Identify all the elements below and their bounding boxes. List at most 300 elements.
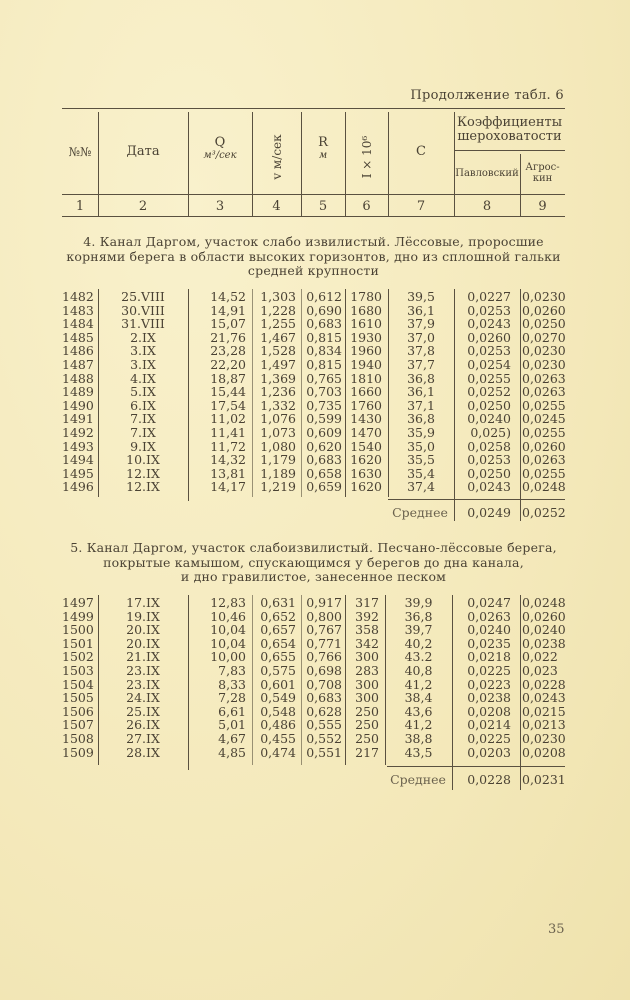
cell-radius: 0,683 xyxy=(306,452,342,468)
cell-chezy: 43,5 xyxy=(404,744,433,760)
cell-pavlovsky: 0,0208 xyxy=(467,703,511,719)
cell-agroskin: 0,022 xyxy=(522,649,558,665)
cell-velocity: 0,655 xyxy=(260,649,296,665)
cell-radius: 0,659 xyxy=(306,479,342,495)
cell-slope: 1470 xyxy=(350,424,382,440)
cell-radius: 0,765 xyxy=(306,370,342,386)
cell-date: 25.IX xyxy=(126,703,160,719)
cell-number: 1496 xyxy=(62,479,94,495)
table-row xyxy=(0,705,630,719)
cell-slope: 1660 xyxy=(350,384,382,400)
cell-pavlovsky: 0,0250 xyxy=(467,465,511,481)
cell-radius: 0,628 xyxy=(306,703,342,719)
cell-pavlovsky: 0,0250 xyxy=(467,397,511,413)
cell-radius: 0,551 xyxy=(306,744,342,760)
cell-number: 1499 xyxy=(62,608,94,624)
cell-slope: 300 xyxy=(355,690,379,706)
cell-pavlovsky: 0,0255 xyxy=(467,370,511,386)
cell-slope: 358 xyxy=(355,622,379,638)
table-row xyxy=(0,596,630,610)
cell-discharge: 4,67 xyxy=(218,730,246,746)
cell-slope: 300 xyxy=(355,676,379,692)
cell-discharge: 22,20 xyxy=(210,356,246,372)
cell-date: 27.IX xyxy=(126,730,160,746)
cell-date: 20.IX xyxy=(126,622,160,638)
header-discharge-unit: м³/сек xyxy=(203,150,237,161)
cell-chezy: 36,1 xyxy=(407,384,435,400)
cell-agroskin: 0,0243 xyxy=(522,690,566,706)
cell-chezy: 37,7 xyxy=(407,356,435,372)
cell-chezy: 40,8 xyxy=(404,662,433,678)
cell-radius: 0,703 xyxy=(306,384,342,400)
cell-number: 1509 xyxy=(62,744,94,760)
table-row xyxy=(0,317,630,331)
cell-discharge: 12,83 xyxy=(210,595,246,610)
cell-velocity: 1,073 xyxy=(260,424,296,440)
cell-date: 17.IX xyxy=(126,595,160,610)
cell-chezy: 36,8 xyxy=(407,370,435,386)
cell-chezy: 37,1 xyxy=(407,397,435,413)
cell-number: 1484 xyxy=(62,316,94,332)
table-row xyxy=(0,664,630,678)
cell-agroskin: 0,023 xyxy=(522,662,558,678)
cell-pavlovsky: 0,0223 xyxy=(467,676,511,692)
cell-agroskin: 0,0260 xyxy=(522,302,566,318)
cell-agroskin: 0,0208 xyxy=(522,744,566,760)
average-agroskin: 0,0231 xyxy=(522,772,566,787)
table-row xyxy=(0,637,630,651)
cell-date: 12.IX xyxy=(126,465,160,481)
cell-velocity: 1,497 xyxy=(260,356,296,372)
cell-discharge: 14,32 xyxy=(210,452,246,468)
cell-agroskin: 0,0230 xyxy=(522,289,566,304)
cell-radius: 0,767 xyxy=(306,622,342,638)
column-number: 1 xyxy=(75,199,85,214)
cell-date: 30.VIII xyxy=(121,302,165,318)
cell-pavlovsky: 0,0253 xyxy=(467,302,511,318)
cell-date: 3.IX xyxy=(130,356,156,372)
header-radius-unit: м xyxy=(318,150,328,161)
cell-discharge: 14,91 xyxy=(210,302,246,318)
cell-discharge: 8,33 xyxy=(218,676,246,692)
table-row xyxy=(0,331,630,345)
table-row xyxy=(0,610,630,624)
cell-radius: 0,917 xyxy=(306,595,342,610)
cell-discharge: 11,02 xyxy=(210,411,246,427)
cell-agroskin: 0,0238 xyxy=(522,635,566,651)
header-discharge-symbol: Q xyxy=(214,135,226,150)
header-number: №№ xyxy=(68,145,92,159)
cell-radius: 0,735 xyxy=(306,397,342,413)
cell-discharge: 14,52 xyxy=(210,289,246,304)
column-number: 9 xyxy=(538,199,547,214)
cell-velocity: 0,474 xyxy=(260,744,296,760)
cell-pavlovsky: 0,0252 xyxy=(467,384,511,400)
cell-agroskin: 0,0255 xyxy=(522,424,566,440)
header-agroskin xyxy=(520,162,565,184)
table-row xyxy=(0,344,630,358)
cell-pavlovsky: 0,0240 xyxy=(467,622,511,638)
header-pavlovsky: Павловский xyxy=(455,168,519,179)
cell-agroskin: 0,0263 xyxy=(522,452,566,468)
column-numbers-rule xyxy=(62,216,565,217)
cell-radius: 0,620 xyxy=(306,438,342,454)
cell-agroskin: 0,0248 xyxy=(522,595,566,610)
cell-pavlovsky: 0,0263 xyxy=(467,608,511,624)
cell-radius: 0,771 xyxy=(306,635,342,651)
table-row xyxy=(0,372,630,386)
cell-radius: 0,815 xyxy=(306,329,342,345)
cell-radius: 0,766 xyxy=(306,649,342,665)
cell-pavlovsky: 0,0253 xyxy=(467,452,511,468)
cell-number: 1501 xyxy=(62,635,94,651)
cell-radius: 0,834 xyxy=(306,343,342,359)
cell-pavlovsky: 0,0227 xyxy=(467,289,511,304)
cell-date: 9.IX xyxy=(130,438,156,454)
average-label: Среднее xyxy=(390,772,446,787)
cell-radius: 0,683 xyxy=(306,316,342,332)
cell-discharge: 14,17 xyxy=(210,479,246,495)
cell-radius: 0,612 xyxy=(306,289,342,304)
cell-pavlovsky: 0,0214 xyxy=(467,717,511,733)
cell-date: 5.IX xyxy=(130,384,156,400)
section-title xyxy=(62,235,565,279)
table-row xyxy=(0,304,630,318)
cell-slope: 1540 xyxy=(350,438,382,454)
cell-velocity: 0,548 xyxy=(260,703,296,719)
cell-agroskin: 0,0263 xyxy=(522,370,566,386)
cell-number: 1502 xyxy=(62,649,94,665)
cell-chezy: 43,6 xyxy=(404,703,433,719)
cell-discharge: 5,01 xyxy=(218,717,246,733)
table-row xyxy=(0,385,630,399)
table-row xyxy=(0,480,630,494)
cell-velocity: 1,179 xyxy=(260,452,296,468)
cell-agroskin: 0,0250 xyxy=(522,316,566,332)
average-agroskin: 0,0252 xyxy=(522,505,566,520)
section-title xyxy=(62,541,565,585)
cell-discharge: 4,85 xyxy=(218,744,246,760)
cell-pavlovsky: 0,0254 xyxy=(467,356,511,372)
cell-agroskin: 0,0215 xyxy=(522,703,566,719)
cell-date: 25.VIII xyxy=(121,289,165,304)
cell-velocity: 0,549 xyxy=(260,690,296,706)
cell-slope: 1760 xyxy=(350,397,382,413)
section-title-line: 5. Канал Даргом, участок слабоизвилистый. Песчано-лёссовые берега, xyxy=(70,540,557,555)
cell-chezy: 36,8 xyxy=(407,411,435,427)
cell-number: 1492 xyxy=(62,424,94,440)
table-row xyxy=(0,691,630,705)
cell-pavlovsky: 0,0243 xyxy=(467,316,511,332)
cell-slope: 1680 xyxy=(350,302,382,318)
header-date: Дата xyxy=(126,144,160,159)
cell-agroskin: 0,0230 xyxy=(522,730,566,746)
cell-date: 7.IX xyxy=(130,411,156,427)
cell-discharge: 10,04 xyxy=(210,635,246,651)
cell-chezy: 35,0 xyxy=(407,438,435,454)
cell-radius: 0,658 xyxy=(306,465,342,481)
cell-agroskin: 0,0263 xyxy=(522,384,566,400)
cell-pavlovsky: 0,0225 xyxy=(467,662,511,678)
cell-agroskin: 0,0228 xyxy=(522,676,566,692)
cell-number: 1483 xyxy=(62,302,94,318)
cell-discharge: 23,28 xyxy=(210,343,246,359)
column-number: 2 xyxy=(138,199,148,214)
cell-chezy: 40,2 xyxy=(404,635,433,651)
cell-discharge: 6,61 xyxy=(218,703,246,719)
cell-velocity: 1,219 xyxy=(260,479,296,495)
cell-agroskin: 0,0270 xyxy=(522,329,566,345)
cell-slope: 283 xyxy=(355,662,379,678)
cell-slope: 317 xyxy=(355,595,379,610)
cell-number: 1495 xyxy=(62,465,94,481)
cell-slope: 250 xyxy=(355,703,379,719)
cell-slope: 342 xyxy=(355,635,379,651)
cell-number: 1508 xyxy=(62,730,94,746)
cell-chezy: 43.2 xyxy=(404,649,433,665)
cell-pavlovsky: 0,0253 xyxy=(467,343,511,359)
cell-pavlovsky: 0,0235 xyxy=(467,635,511,651)
cell-pavlovsky: 0,0258 xyxy=(467,438,511,454)
cell-slope: 1620 xyxy=(350,479,382,495)
cell-discharge: 21,76 xyxy=(210,329,246,345)
cell-velocity: 1,076 xyxy=(260,411,296,427)
header-roughness-line2: шероховатости xyxy=(457,129,562,144)
average-pavlovsky: 0,0228 xyxy=(467,772,511,787)
cell-number: 1485 xyxy=(62,329,94,345)
cell-chezy: 38,4 xyxy=(404,690,433,706)
table-row xyxy=(0,718,630,732)
cell-chezy: 36,8 xyxy=(404,608,433,624)
header-roughness-group xyxy=(454,116,565,144)
cell-chezy: 37,9 xyxy=(407,316,435,332)
table-row xyxy=(0,290,630,304)
table-caption: Продолжение табл. 6 xyxy=(410,88,564,103)
cell-velocity: 0,486 xyxy=(260,717,296,733)
cell-radius: 0,800 xyxy=(306,608,342,624)
cell-number: 1488 xyxy=(62,370,94,386)
group-subrule xyxy=(454,150,565,151)
cell-slope: 1620 xyxy=(350,452,382,468)
table-row xyxy=(0,453,630,467)
cell-chezy: 41,2 xyxy=(404,717,433,733)
cell-number: 1505 xyxy=(62,690,94,706)
cell-chezy: 37,0 xyxy=(407,329,435,345)
header-radius-symbol: R xyxy=(318,135,328,150)
table-row xyxy=(0,399,630,413)
cell-radius: 0,555 xyxy=(306,717,342,733)
table-row xyxy=(0,412,630,426)
table-row xyxy=(0,467,630,481)
cell-discharge: 10,00 xyxy=(210,649,246,665)
cell-slope: 1780 xyxy=(350,289,382,304)
cell-discharge: 17,54 xyxy=(210,397,246,413)
cell-chezy: 37,4 xyxy=(407,479,435,495)
table-row xyxy=(0,440,630,454)
cell-discharge: 15,07 xyxy=(210,316,246,332)
cell-number: 1489 xyxy=(62,384,94,400)
cell-velocity: 1,236 xyxy=(260,384,296,400)
header-slope: I × 10⁶ xyxy=(360,135,374,179)
section-title-line: 4. Канал Даргом, участок слабо извилистый. Лёссовые, проросшие xyxy=(83,234,544,249)
cell-agroskin: 0,0245 xyxy=(522,411,566,427)
cell-number: 1507 xyxy=(62,717,94,733)
cell-slope: 250 xyxy=(355,717,379,733)
cell-number: 1491 xyxy=(62,411,94,427)
cell-discharge: 11,41 xyxy=(210,424,246,440)
cell-radius: 0,683 xyxy=(306,690,342,706)
cell-agroskin: 0,0248 xyxy=(522,479,566,495)
cell-pavlovsky: 0,0218 xyxy=(467,649,511,665)
cell-slope: 1960 xyxy=(350,343,382,359)
cell-velocity: 1,228 xyxy=(260,302,296,318)
cell-discharge: 15,44 xyxy=(210,384,246,400)
cell-radius: 0,552 xyxy=(306,730,342,746)
cell-number: 1500 xyxy=(62,622,94,638)
cell-date: 6.IX xyxy=(130,397,156,413)
cell-discharge: 18,87 xyxy=(210,370,246,386)
cell-slope: 392 xyxy=(355,608,379,624)
average-label: Среднее xyxy=(392,505,448,520)
table-row xyxy=(0,732,630,746)
section-title-line: и дно гравилистое, занесенное песком xyxy=(180,569,447,584)
cell-velocity: 1,255 xyxy=(260,316,296,332)
cell-chezy: 41,2 xyxy=(404,676,433,692)
cell-pavlovsky: 0,0243 xyxy=(467,479,511,495)
cell-discharge: 7,83 xyxy=(218,662,246,678)
cell-velocity: 1,369 xyxy=(260,370,296,386)
cell-chezy: 38,8 xyxy=(404,730,433,746)
column-number: 3 xyxy=(215,199,225,214)
cell-velocity: 0,575 xyxy=(260,662,296,678)
cell-date: 23.IX xyxy=(126,662,160,678)
cell-date: 7.IX xyxy=(130,424,156,440)
cell-date: 19.IX xyxy=(126,608,160,624)
table-row xyxy=(0,650,630,664)
cell-velocity: 1,528 xyxy=(260,343,296,359)
cell-discharge: 10,04 xyxy=(210,622,246,638)
cell-number: 1482 xyxy=(62,289,94,304)
cell-date: 2.IX xyxy=(130,329,156,345)
cell-radius: 0,609 xyxy=(306,424,342,440)
cell-date: 10.IX xyxy=(126,452,160,468)
table-row xyxy=(0,746,630,760)
cell-velocity: 0,601 xyxy=(260,676,296,692)
cell-agroskin: 0,0260 xyxy=(522,608,566,624)
cell-number: 1486 xyxy=(62,343,94,359)
header-velocity: v м/сек xyxy=(270,134,284,180)
cell-velocity: 1,332 xyxy=(260,397,296,413)
cell-agroskin: 0,0213 xyxy=(522,717,566,733)
cell-velocity: 0,631 xyxy=(260,595,296,610)
cell-date: 26.IX xyxy=(126,717,160,733)
header-agroskin-line2: кин xyxy=(532,173,553,184)
average-pavlovsky: 0,0249 xyxy=(467,505,511,520)
cell-radius: 0,690 xyxy=(306,302,342,318)
cell-date: 21.IX xyxy=(126,649,160,665)
cell-date: 3.IX xyxy=(130,343,156,359)
cell-pavlovsky: 0,0238 xyxy=(467,690,511,706)
cell-date: 23.IX xyxy=(126,676,160,692)
cell-number: 1487 xyxy=(62,356,94,372)
cell-agroskin: 0,0230 xyxy=(522,356,566,372)
cell-slope: 1630 xyxy=(350,465,382,481)
cell-date: 24.IX xyxy=(126,690,160,706)
cell-pavlovsky: 0,0247 xyxy=(467,595,511,610)
cell-radius: 0,708 xyxy=(306,676,342,692)
cell-chezy: 35,4 xyxy=(407,465,435,481)
section-4-rows xyxy=(0,290,630,494)
cell-velocity: 0,654 xyxy=(260,635,296,651)
column-number: 7 xyxy=(416,199,426,214)
cell-slope: 300 xyxy=(355,649,379,665)
header-chezy: C xyxy=(416,144,426,159)
cell-radius: 0,698 xyxy=(306,662,342,678)
cell-slope: 1930 xyxy=(350,329,382,345)
cell-chezy: 36,1 xyxy=(407,302,435,318)
column-number: 6 xyxy=(362,199,371,214)
cell-slope: 250 xyxy=(355,730,379,746)
cell-slope: 1430 xyxy=(350,411,382,427)
header-bottom-rule xyxy=(62,194,565,195)
cell-date: 4.IX xyxy=(130,370,156,386)
cell-velocity: 0,657 xyxy=(260,622,296,638)
cell-number: 1497 xyxy=(62,595,94,610)
cell-date: 31.VIII xyxy=(121,316,165,332)
cell-pavlovsky: 0,025) xyxy=(470,424,511,440)
cell-discharge: 13,81 xyxy=(210,465,246,481)
table-row xyxy=(0,678,630,692)
cell-radius: 0,815 xyxy=(306,356,342,372)
header-discharge xyxy=(188,136,252,161)
cell-pavlovsky: 0,0260 xyxy=(467,329,511,345)
cell-slope: 1940 xyxy=(350,356,382,372)
section-title-line: покрытые камышом, спускающимся у берегов до дна канала, xyxy=(103,554,524,570)
cell-agroskin: 0,0255 xyxy=(522,397,566,413)
cell-velocity: 1,189 xyxy=(260,465,296,481)
cell-number: 1506 xyxy=(62,703,94,719)
cell-discharge: 7,28 xyxy=(218,690,246,706)
cell-discharge: 10,46 xyxy=(210,608,246,624)
cell-velocity: 0,652 xyxy=(260,608,296,624)
cell-date: 20.IX xyxy=(126,635,160,651)
column-number: 4 xyxy=(272,199,281,214)
column-number: 8 xyxy=(482,199,492,214)
cell-chezy: 35,9 xyxy=(407,424,435,440)
average-rule xyxy=(388,499,565,500)
cell-velocity: 1,080 xyxy=(260,438,296,454)
column-number: 5 xyxy=(318,199,328,214)
page-number: 35 xyxy=(548,922,565,937)
cell-chezy: 39,9 xyxy=(404,595,433,610)
cell-number: 1493 xyxy=(62,438,94,454)
cell-slope: 1610 xyxy=(350,316,382,332)
cell-number: 1494 xyxy=(62,452,94,468)
cell-number: 1503 xyxy=(62,662,94,678)
cell-radius: 0,599 xyxy=(306,411,342,427)
cell-velocity: 1,467 xyxy=(260,329,296,345)
cell-chezy: 39,5 xyxy=(407,289,435,304)
header-agroskin-line1: Агрос- xyxy=(525,162,560,173)
cell-discharge: 11,72 xyxy=(210,438,246,454)
cell-pavlovsky: 0,0240 xyxy=(467,411,511,427)
average-rule xyxy=(387,766,565,767)
cell-agroskin: 0,0240 xyxy=(522,622,566,638)
cell-velocity: 1,303 xyxy=(260,289,296,304)
cell-chezy: 37,8 xyxy=(407,343,435,359)
cell-agroskin: 0,0230 xyxy=(522,343,566,359)
cell-velocity: 0,455 xyxy=(260,730,296,746)
